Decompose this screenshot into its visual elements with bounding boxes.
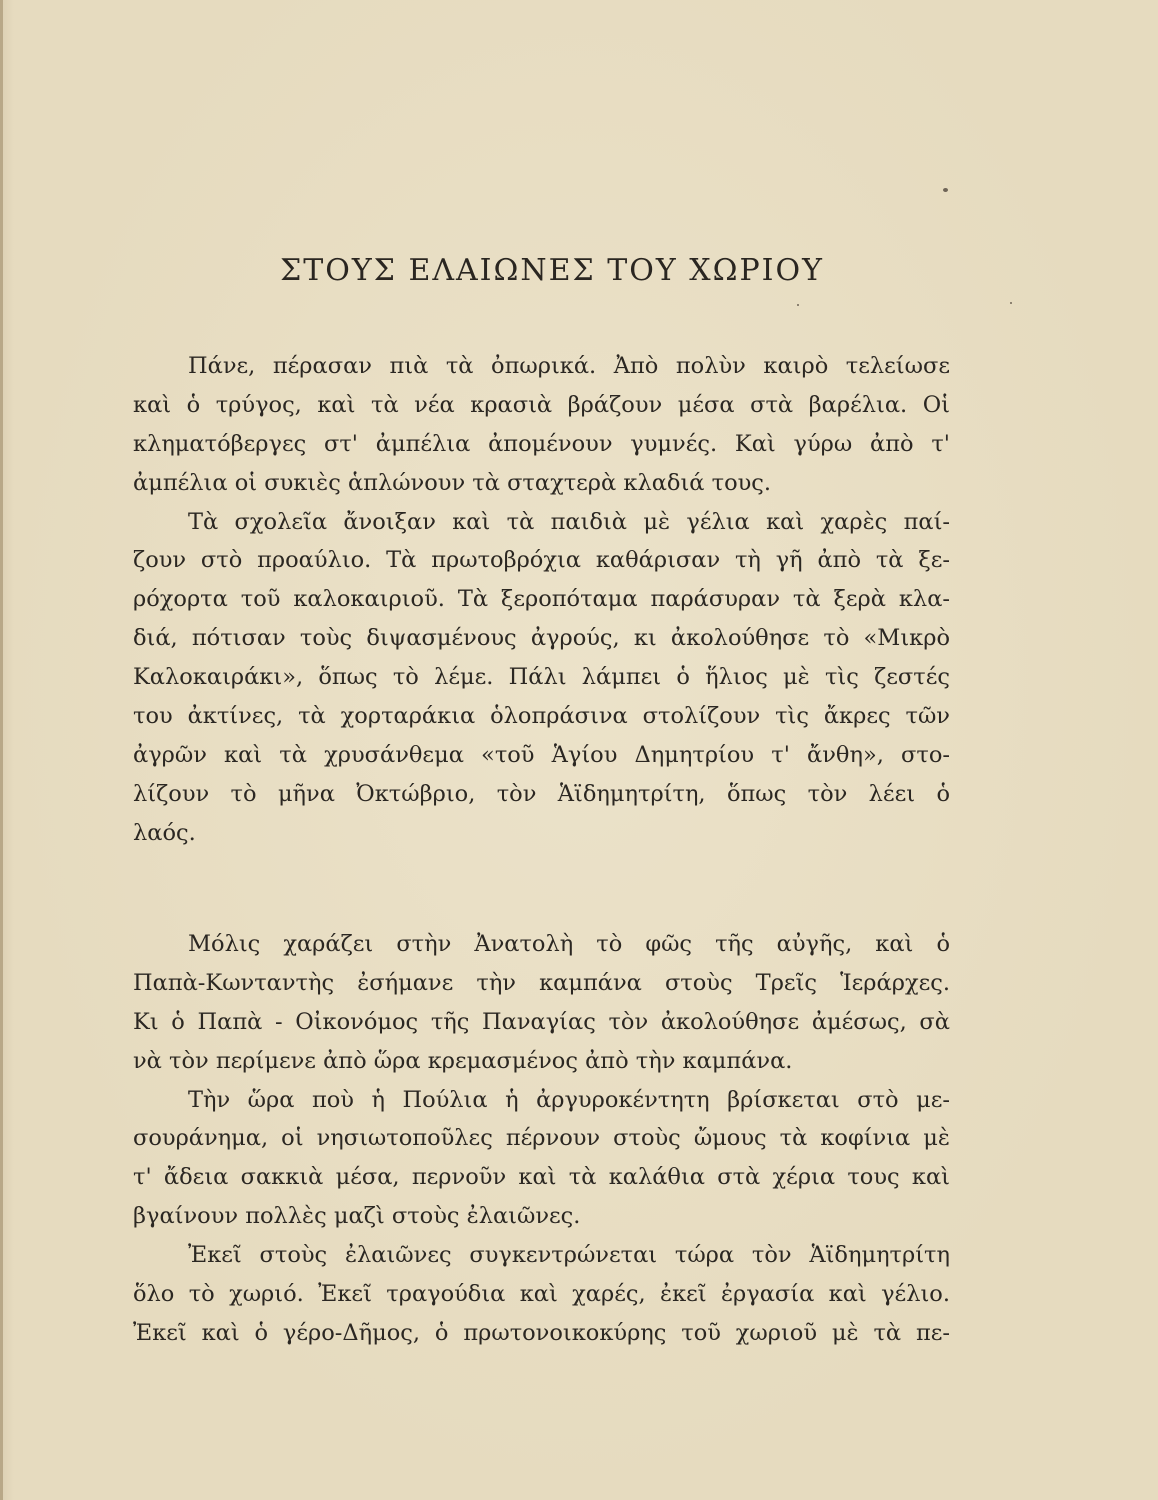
text-line: Κι ὁ Παπὰ - Οἰκονόμος τῆς Παναγίας τὸν ἀκολούθησε ἀμέσως, σὰ <box>133 1008 950 1035</box>
text-line: σουράνημα, οἱ νησιωτοποῦλες πέρνουν στοὺς ὤμους τὰ κοφίνια μὲ <box>133 1125 950 1152</box>
text-line: ὅλο τὸ χωριό. Ἐκεῖ τραγούδια καὶ χαρές, ἐκεῖ ἐργασία καὶ γέλιο. <box>133 1281 950 1308</box>
paper-speck <box>943 188 948 192</box>
text-line: τ' ἄδεια σακκιὰ μέσα, περνοῦν καὶ τὰ καλάθια στὰ χέρια τους καὶ <box>133 1164 950 1191</box>
page-edge <box>0 0 3 1500</box>
text-line: νὰ τὸν περίμενε ἀπὸ ὥρα κρεμασμένος ἀπὸ τὴν καμπάνα. <box>133 1047 793 1074</box>
paragraph-block-2 <box>133 925 950 1353</box>
paper-speck <box>797 304 799 306</box>
text-line: Τὴν ὥρα ποὺ ἡ Πούλια ἡ ἀργυροκέντητη βρίσκεται στὸ με- <box>188 1086 950 1113</box>
text-line: κληματόβεργες στ' ἀμπέλια ἀπομένουν γυμνές. Καὶ γύρω ἀπὸ τ' <box>133 430 950 457</box>
text-line: λαός. <box>133 819 196 846</box>
paper-speck <box>1010 302 1012 304</box>
text-line: ἀγρῶν καὶ τὰ χρυσάνθεμα «τοῦ Ἁγίου Δημητρίου τ' ἄνθη», στο- <box>133 741 950 768</box>
text-line: διά, πότισαν τοὺς διψασμένους ἀγρούς, κι ἀκολούθησε τὸ «Μικρὸ <box>133 625 950 652</box>
text-line: ζουν στὸ προαύλιο. Τὰ πρωτοβρόχια καθάρισαν τὴ γῆ ἀπὸ τὰ ξε- <box>133 547 950 574</box>
chapter-title: ΣΤΟΥΣ ΕΛΑΙΩΝΕΣ ΤΟΥ ΧΩΡΙΟΥ <box>280 253 824 288</box>
text-line: ρόχορτα τοῦ καλοκαιριοῦ. Τὰ ξεροπόταμα παράσυραν τὰ ξερὰ κλα- <box>133 586 950 613</box>
text-line: Παπὰ-Κωνταντὴς ἐσήμανε τὴν καμπάνα στοὺς Τρεῖς Ἱεράρχες. <box>133 969 950 996</box>
text-line: ἀμπέλια οἱ συκιὲς ἁπλώνουν τὰ σταχτερὰ κλαδιά τους. <box>133 469 772 496</box>
text-line: Πάνε, πέρασαν πιὰ τὰ ὀπωρικά. Ἀπὸ πολὺν καιρὸ τελείωσε <box>188 353 950 379</box>
text-line: Ἐκεῖ στοὺς ἐλαιῶνες συγκεντρώνεται τώρα τὸν Ἁϊδημητρίτη <box>188 1242 950 1269</box>
text-line: βγαίνουν πολλὲς μαζὶ στοὺς ἐλαιῶνες. <box>133 1203 581 1230</box>
text-line: Καλοκαιράκι», ὅπως τὸ λέμε. Πάλι λάμπει ὁ ἥλιος μὲ τὶς ζεστές <box>133 664 950 691</box>
text-line: καὶ ὁ τρύγος, καὶ τὰ νέα κρασιὰ βράζουν μέσα στὰ βαρέλια. Οἱ <box>133 391 950 418</box>
text-line: Μόλις χαράζει στὴν Ἀνατολὴ τὸ φῶς τῆς αὐγῆς, καὶ ὁ <box>188 931 950 957</box>
text-line: Ἐκεῖ καὶ ὁ γέρο-Δῆμος, ὁ πρωτονοικοκύρης τοῦ χωριοῦ μὲ τὰ πε- <box>133 1319 950 1346</box>
text-line: του ἀκτίνες, τὰ χορταράκια ὁλοπράσινα στολίζουν τὶς ἄκρες τῶν <box>133 703 950 730</box>
text-line: Τὰ σχολεῖα ἄνοιξαν καὶ τὰ παιδιὰ μὲ γέλια καὶ χαρὲς παί- <box>188 508 950 535</box>
paragraph-block-1 <box>133 347 950 853</box>
text-line: λίζουν τὸ μῆνα Ὀκτώβριο, τὸν Ἁϊδημητρίτη, ὅπως τὸν λέει ὁ <box>133 780 950 807</box>
